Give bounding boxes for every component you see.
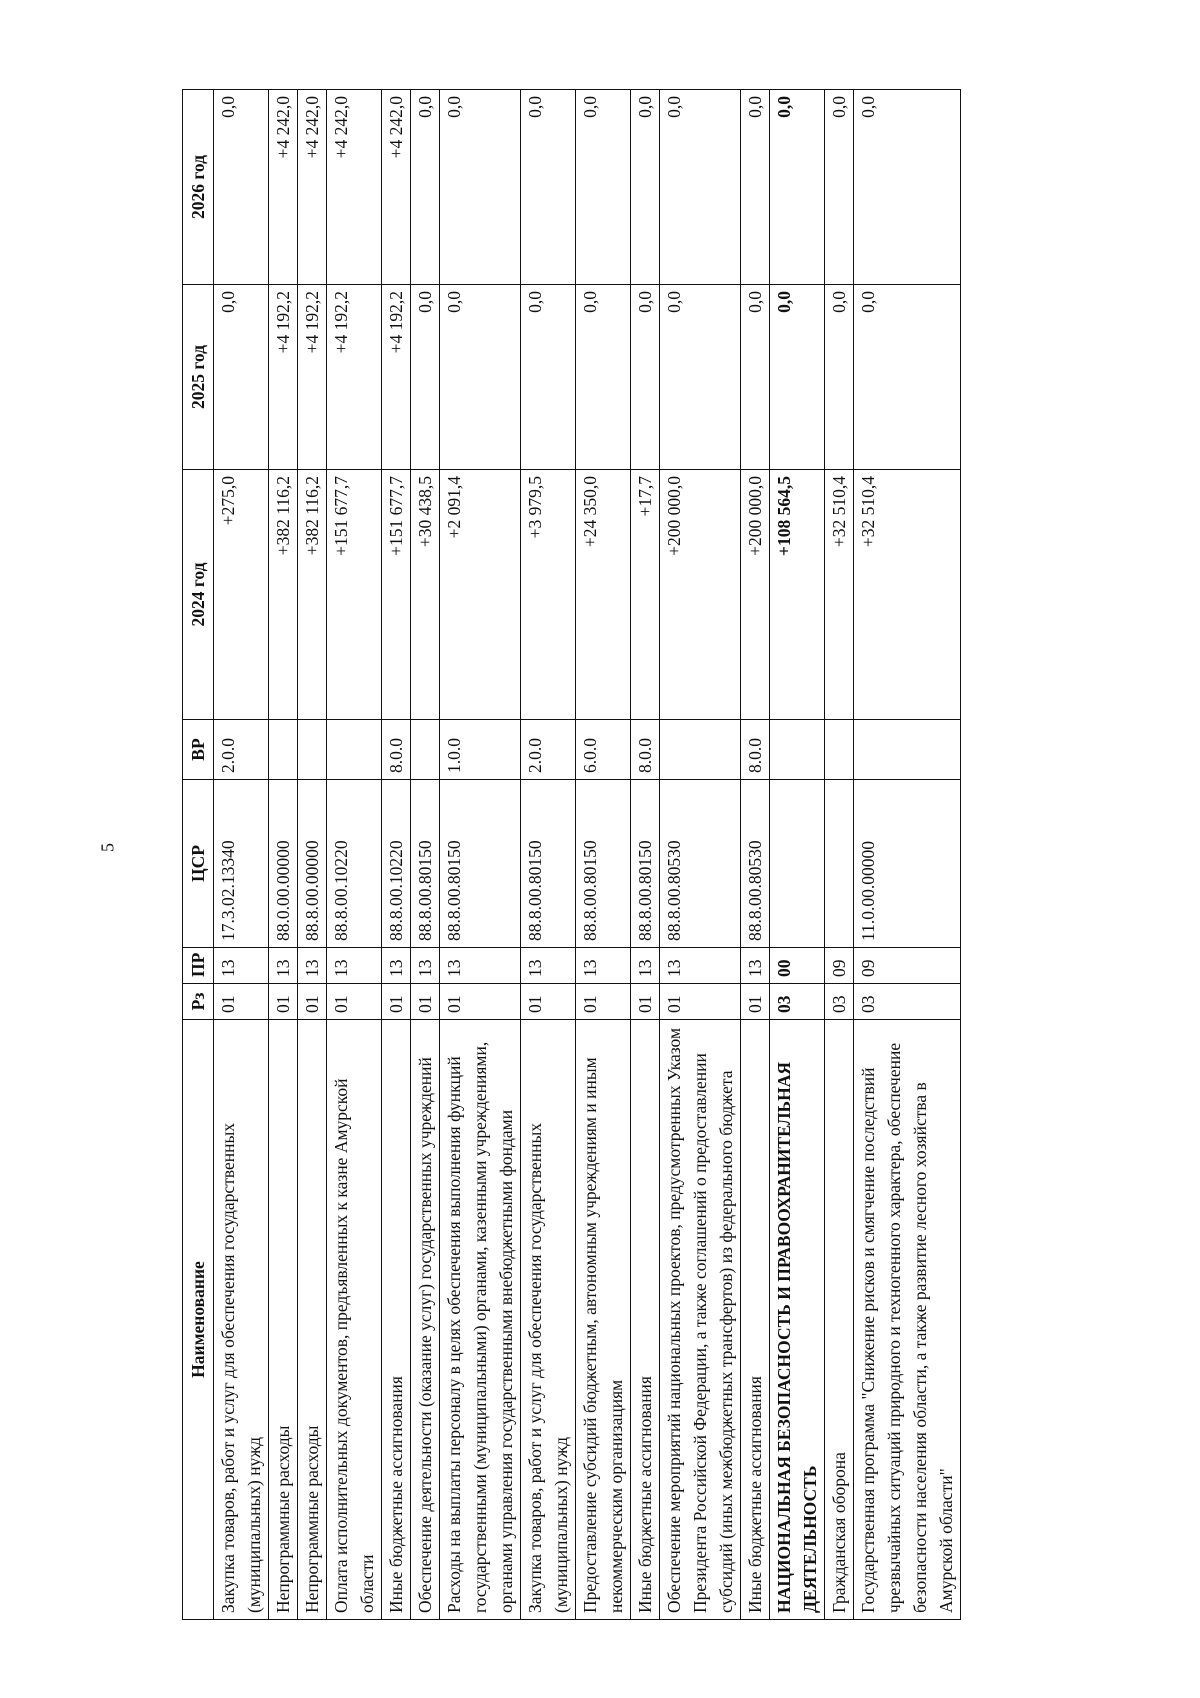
cell-2025: +4 192,2: [382, 285, 411, 470]
cell-pr: 13: [382, 948, 411, 984]
cell-2024: +151 677,7: [382, 470, 411, 720]
cell-rz: 01: [631, 984, 660, 1020]
table-row: [411, 90, 440, 1620]
cell-vr: [854, 720, 961, 780]
cell-2026: 0,0: [854, 90, 961, 285]
cell-2025: 0,0: [854, 285, 961, 470]
cell-rz: 03: [825, 984, 854, 1020]
cell-name: Государственная программа "Снижение рисков и смягчение последствий чрезвычайных ситуаций природного и техногенного характера, обеспечение безопасности населения области, а также развитие лесного хозяйства в Амурской области": [854, 1020, 961, 1620]
table-row: [825, 90, 854, 1620]
cell-rz: 01: [741, 984, 770, 1020]
cell-2024: +24 350,0: [576, 470, 631, 720]
table-row: [660, 90, 741, 1620]
cell-2025: 0,0: [214, 285, 269, 470]
cell-name: Гражданская оборона: [825, 1020, 854, 1620]
cell-2026: 0,0: [660, 90, 741, 285]
cell-csr: 88.8.00.80150: [576, 780, 631, 948]
cell-vr: [269, 720, 298, 780]
cell-2026: 0,0: [440, 90, 521, 285]
cell-vr: 8.0.0: [741, 720, 770, 780]
cell-csr: 88.0.00.00000: [269, 780, 298, 948]
cell-pr: 13: [298, 948, 327, 984]
cell-2026: 0,0: [411, 90, 440, 285]
cell-csr: 88.8.00.80150: [440, 780, 521, 948]
rotated-table-container: [182, 90, 1062, 1620]
cell-csr: 88.8.00.00000: [298, 780, 327, 948]
table-row: [269, 90, 298, 1620]
cell-rz: 01: [327, 984, 382, 1020]
cell-2024: +2 091,4: [440, 470, 521, 720]
table-row: [854, 90, 961, 1620]
cell-2025: 0,0: [576, 285, 631, 470]
cell-2025: 0,0: [411, 285, 440, 470]
header-2024: 2024 год: [183, 470, 214, 720]
cell-vr: [298, 720, 327, 780]
cell-csr: 88.8.00.80530: [741, 780, 770, 948]
cell-vr: [327, 720, 382, 780]
cell-name: Расходы на выплаты персоналу в целях обеспечения выполнения функций государственными (муниципальными) органами, казенными учреждениями, органами управления государственными внебюджетными фондами: [440, 1020, 521, 1620]
cell-pr: 13: [741, 948, 770, 984]
cell-pr: 13: [269, 948, 298, 984]
table-row: [214, 90, 269, 1620]
table-row: [770, 90, 825, 1620]
table-row: [440, 90, 521, 1620]
cell-name: Закупка товаров, работ и услуг для обеспечения государственных (муниципальных) нужд: [521, 1020, 576, 1620]
cell-name: Оплата исполнительных документов, предъявленных к казне Амурской области: [327, 1020, 382, 1620]
table-row: [631, 90, 660, 1620]
cell-rz: 01: [214, 984, 269, 1020]
cell-2025: 0,0: [770, 285, 825, 470]
cell-2024: +275,0: [214, 470, 269, 720]
cell-csr: 88.8.00.10220: [327, 780, 382, 948]
cell-2024: +151 677,7: [327, 470, 382, 720]
cell-rz: 01: [521, 984, 576, 1020]
cell-name: Непрограммные расходы: [269, 1020, 298, 1620]
cell-pr: 13: [327, 948, 382, 984]
cell-vr: 2.0.0: [521, 720, 576, 780]
cell-vr: 2.0.0: [214, 720, 269, 780]
cell-2025: +4 192,2: [298, 285, 327, 470]
table-row: [741, 90, 770, 1620]
cell-2025: 0,0: [660, 285, 741, 470]
cell-name: НАЦИОНАЛЬНАЯ БЕЗОПАСНОСТЬ И ПРАВООХРАНИТЕЛЬНАЯ ДЕЯТЕЛЬНОСТЬ: [770, 1020, 825, 1620]
cell-name: Закупка товаров, работ и услуг для обеспечения государственных (муниципальных) нужд: [214, 1020, 269, 1620]
cell-pr: 13: [411, 948, 440, 984]
cell-pr: 13: [576, 948, 631, 984]
cell-rz: 01: [660, 984, 741, 1020]
cell-rz: 01: [269, 984, 298, 1020]
cell-csr: 17.3.02.13340: [214, 780, 269, 948]
cell-csr: 88.8.00.80150: [631, 780, 660, 948]
cell-vr: 1.0.0: [440, 720, 521, 780]
cell-name: Обеспечение мероприятий национальных проектов, предусмотренных Указом Президента Российской Федерации, а также соглашений о предоставлении субсидий (иных межбюджетных трансфертов) из федерального бюджета: [660, 1020, 741, 1620]
cell-rz: 01: [411, 984, 440, 1020]
cell-pr: 13: [631, 948, 660, 984]
cell-vr: 6.0.0: [576, 720, 631, 780]
table-row: [576, 90, 631, 1620]
header-pr: ПР: [183, 948, 214, 984]
cell-2026: 0,0: [521, 90, 576, 285]
header-name: Наименование: [183, 1020, 214, 1620]
cell-2024: +3 979,5: [521, 470, 576, 720]
cell-2026: 0,0: [825, 90, 854, 285]
cell-2026: 0,0: [576, 90, 631, 285]
cell-pr: 13: [660, 948, 741, 984]
cell-2025: +4 192,2: [327, 285, 382, 470]
cell-2026: +4 242,0: [298, 90, 327, 285]
cell-2026: 0,0: [741, 90, 770, 285]
cell-2025: 0,0: [741, 285, 770, 470]
cell-name: Непрограммные расходы: [298, 1020, 327, 1620]
cell-vr: [825, 720, 854, 780]
cell-csr: 88.8.00.80150: [411, 780, 440, 948]
cell-name: Предоставление субсидий бюджетным, автономным учреждениям и иным некоммерческим организациям: [576, 1020, 631, 1620]
cell-csr: 11.0.00.00000: [854, 780, 961, 948]
cell-2026: 0,0: [214, 90, 269, 285]
cell-2024: +382 116,2: [269, 470, 298, 720]
cell-csr: 88.8.00.80150: [521, 780, 576, 948]
cell-2025: 0,0: [825, 285, 854, 470]
cell-2024: +108 564,5: [770, 470, 825, 720]
cell-rz: 03: [854, 984, 961, 1020]
cell-vr: 8.0.0: [631, 720, 660, 780]
header-2026: 2026 год: [183, 90, 214, 285]
cell-rz: 01: [576, 984, 631, 1020]
cell-rz: 01: [440, 984, 521, 1020]
cell-pr: 09: [825, 948, 854, 984]
cell-pr: 13: [440, 948, 521, 984]
cell-vr: [411, 720, 440, 780]
cell-vr: 8.0.0: [382, 720, 411, 780]
header-2025: 2025 год: [183, 285, 214, 470]
table-row: [521, 90, 576, 1620]
cell-pr: 13: [521, 948, 576, 984]
cell-2025: 0,0: [631, 285, 660, 470]
cell-2026: +4 242,0: [269, 90, 298, 285]
cell-pr: 13: [214, 948, 269, 984]
cell-pr: 09: [854, 948, 961, 984]
cell-rz: 01: [382, 984, 411, 1020]
cell-2025: +4 192,2: [269, 285, 298, 470]
cell-2025: 0,0: [440, 285, 521, 470]
header-rz: Рз: [183, 984, 214, 1020]
cell-pr: 00: [770, 948, 825, 984]
cell-name: Иные бюджетные ассигнования: [741, 1020, 770, 1620]
table-row: [327, 90, 382, 1620]
cell-2025: 0,0: [521, 285, 576, 470]
cell-vr: [660, 720, 741, 780]
cell-2024: +17,7: [631, 470, 660, 720]
table-row: [382, 90, 411, 1620]
cell-2024: +200 000,0: [660, 470, 741, 720]
cell-2024: +32 510,4: [854, 470, 961, 720]
cell-rz: 03: [770, 984, 825, 1020]
cell-2024: +32 510,4: [825, 470, 854, 720]
cell-csr: [770, 780, 825, 948]
cell-2024: +200 000,0: [741, 470, 770, 720]
cell-name: Иные бюджетные ассигнования: [631, 1020, 660, 1620]
cell-csr: [825, 780, 854, 948]
cell-name: Иные бюджетные ассигнования: [382, 1020, 411, 1620]
table-row: [298, 90, 327, 1620]
cell-rz: 01: [298, 984, 327, 1020]
cell-vr: [770, 720, 825, 780]
cell-csr: 88.8.00.80530: [660, 780, 741, 948]
header-vr: ВР: [183, 720, 214, 780]
cell-2024: +30 438,5: [411, 470, 440, 720]
budget-table: [182, 89, 961, 1620]
cell-2026: 0,0: [631, 90, 660, 285]
table-body: [214, 90, 961, 1620]
page-number: 5: [97, 843, 118, 852]
cell-2026: 0,0: [770, 90, 825, 285]
cell-2024: +382 116,2: [298, 470, 327, 720]
cell-csr: 88.8.00.10220: [382, 780, 411, 948]
cell-name: Обеспечение деятельности (оказание услуг) государственных учреждений: [411, 1020, 440, 1620]
header-csr: ЦСР: [183, 780, 214, 948]
table-header-row: [183, 90, 214, 1620]
cell-2026: +4 242,0: [382, 90, 411, 285]
cell-2026: +4 242,0: [327, 90, 382, 285]
